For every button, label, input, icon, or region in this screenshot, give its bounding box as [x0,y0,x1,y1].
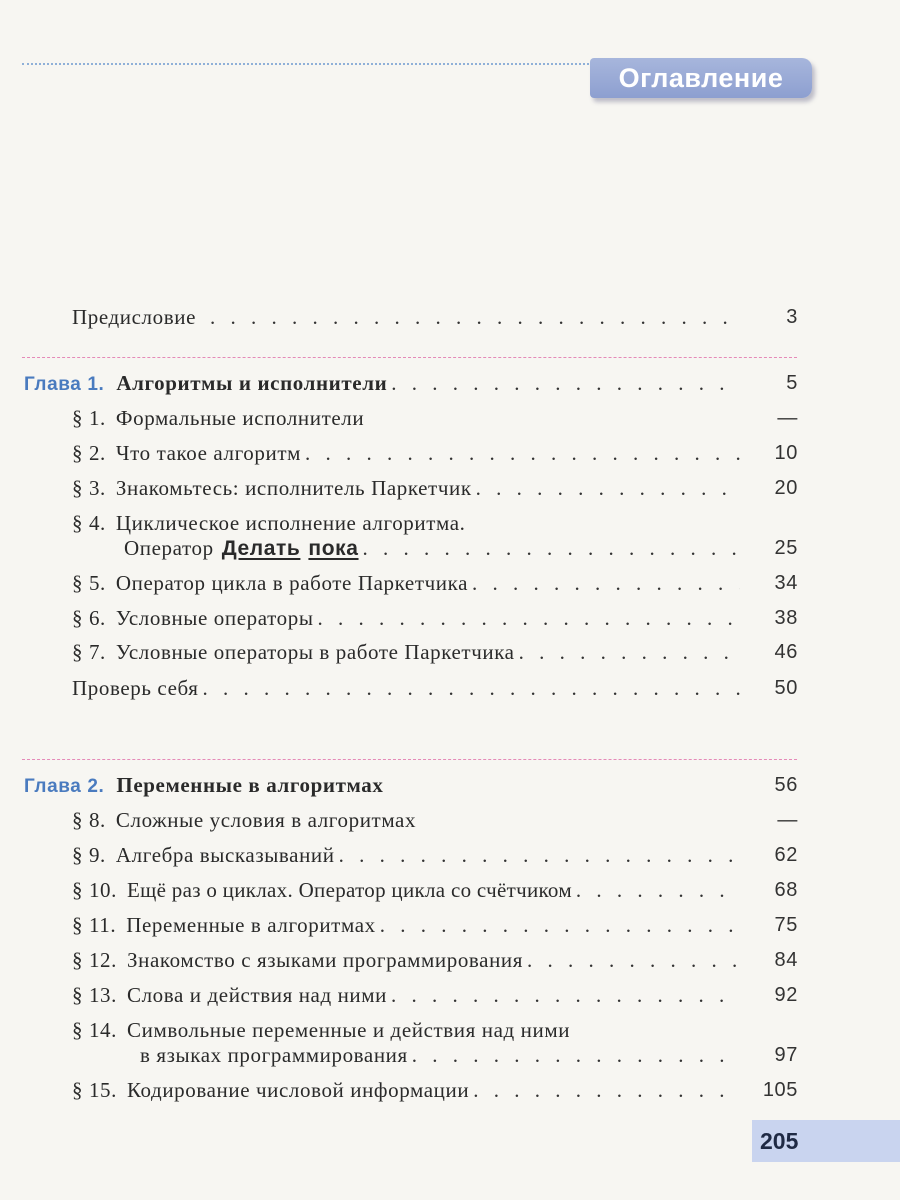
toc-section-11[interactable] [0,910,900,940]
toc-entry-title: Знакомство с языками программирования [127,948,524,972]
toc-entry-preface[interactable] [0,302,900,332]
toc-page-number: 20 [774,477,798,499]
toc-entry-title: Слова и действия над ними [127,983,387,1007]
toc-entry-title: Условные операторы в работе Паркетчика [115,640,515,664]
contents-header: Оглавление [590,58,812,98]
toc-entry-title: Символьные переменные и действия над ними [127,1018,571,1042]
dot-leader [576,875,740,905]
section-mark: § 7. [72,640,106,664]
chapter-divider [22,357,797,358]
keyword-while: пока [308,537,359,560]
dot-leader [412,1040,740,1070]
toc-page-number: — [777,809,798,831]
toc-page-number: 62 [774,844,798,866]
dot-leader [391,980,740,1010]
toc-entry-title: Что такое алгоритм [115,441,302,465]
chapter-title: Переменные в алгоритмах [116,773,384,797]
toc-entry-title: Переменные в алгоритмах [126,913,376,937]
section-mark: § 11. [72,913,117,937]
toc-page-number: 25 [774,537,798,559]
page-number: 205 [752,1120,900,1162]
toc-entry-title: Оператор цикла в работе Паркетчика [115,571,468,595]
toc-page-number: 92 [774,984,798,1006]
toc-section-12[interactable] [0,945,900,975]
toc-entry-title-cont: в языках программирования [140,1043,408,1067]
toc-page-number: — [777,407,798,429]
dot-leader [363,533,740,563]
toc-section-2[interactable] [0,438,900,468]
toc-entry-title: Циклическое исполнение алгоритма. [115,511,466,535]
section-mark: § 1. [72,406,106,430]
dot-leader [339,840,740,870]
toc-section-13[interactable] [0,980,900,1010]
toc-entry-title: Предисловие [72,305,197,329]
toc-page-number: 38 [774,607,798,629]
dot-leader [472,568,740,598]
section-mark: § 6. [72,606,106,630]
toc-page-number: 50 [774,677,798,699]
toc-page-number: 56 [774,774,798,796]
toc-page-number: 84 [774,949,798,971]
toc-review[interactable] [0,673,900,703]
toc-entry-title: Знакомьтесь: исполнитель Паркетчик [115,476,472,500]
toc-section-3[interactable] [0,473,900,503]
section-mark: § 13. [72,983,117,1007]
toc-section-14-line2[interactable] [0,1040,900,1070]
toc-page-number: 68 [774,879,798,901]
dot-leader [380,910,740,940]
toc-entry-title: Формальные исполнители [115,406,365,430]
toc-entry-title: Ещё раз о циклах. Оператор цикла со счётчиком [127,878,572,902]
toc-section-10[interactable] [0,875,900,905]
section-mark: § 5. [72,571,106,595]
dot-leader [476,473,740,503]
dot-leader [391,368,740,398]
section-mark: § 14. [72,1018,117,1042]
toc-section-8[interactable] [0,805,900,835]
toc-page-number: 46 [774,641,798,663]
dot-leader [210,302,740,332]
dot-leader [203,673,740,703]
toc-section-15[interactable] [0,1075,900,1105]
chapter-label: Глава 1. [24,374,105,395]
toc-entry-title: Алгебра высказываний [115,843,335,867]
dot-leader [473,1075,740,1105]
toc-section-4-line2[interactable] [0,533,900,563]
toc-entry-title: Кодирование числовой информации [127,1078,470,1102]
toc-section-1[interactable] [0,403,900,433]
toc-section-5[interactable] [0,568,900,598]
toc-section-6[interactable] [0,603,900,633]
toc-page-number: 105 [762,1079,798,1101]
section-mark: § 2. [72,441,106,465]
chapter-divider [22,759,797,760]
section-mark: § 4. [72,511,106,535]
dot-leader [305,438,740,468]
section-mark: § 10. [72,878,117,902]
toc-page-number: 34 [774,572,798,594]
toc-section-9[interactable] [0,840,900,870]
toc-entry-title-cont: Оператор [124,536,214,560]
chapter-label: Глава 2. [24,776,105,797]
toc-page-number: 75 [774,914,798,936]
section-mark: § 8. [72,808,106,832]
toc-page-number: 10 [774,442,798,464]
section-mark: § 12. [72,948,117,972]
dot-leader [527,945,740,975]
toc-entry-title: Условные операторы [115,606,314,630]
keyword-do: Делать [221,537,301,560]
toc-chapter-2[interactable] [0,770,900,800]
section-mark: § 15. [72,1078,117,1102]
chapter-title: Алгоритмы и исполнители [116,371,388,395]
toc-page-number: 3 [786,306,798,328]
section-mark: § 3. [72,476,106,500]
toc-page-number: 97 [774,1044,798,1066]
header-rule [22,63,597,65]
dot-leader [519,637,740,667]
toc-page-number: 5 [786,372,798,394]
dot-leader [318,603,740,633]
toc-section-7[interactable] [0,637,900,667]
section-mark: § 9. [72,843,106,867]
toc-entry-title: Сложные условия в алгоритмах [115,808,417,832]
toc-entry-title: Проверь себя [72,676,199,700]
toc-chapter-1[interactable] [0,368,900,398]
